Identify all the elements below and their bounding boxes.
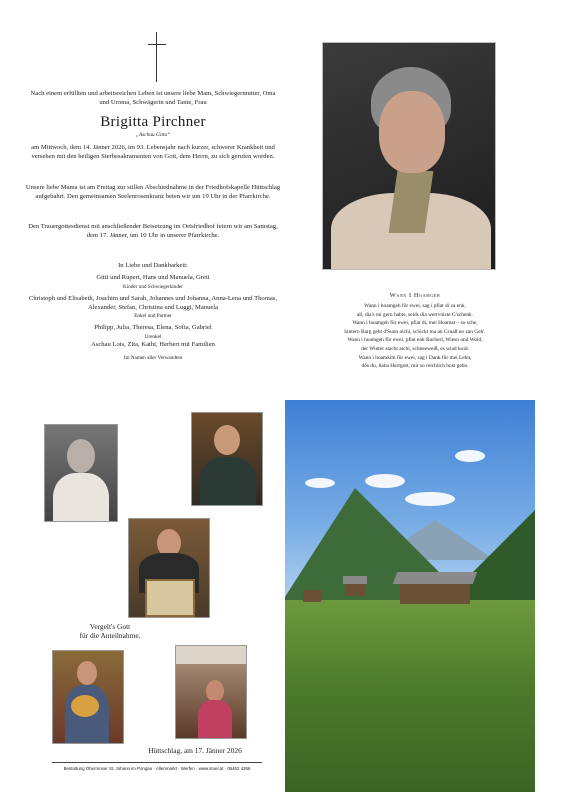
gratitude-line: Vergelt's Gott: [89, 622, 131, 631]
siblings-names: Aschau Lois, Zita, Kathi, Herbert mit Familien: [91, 341, 215, 349]
children-names: Gitti und Rupert, Hans und Manuela, Greti: [96, 274, 210, 282]
great-grandchildren-names: Philipp, Julia, Theresa, Elena, Sofia, Gabriel: [94, 324, 212, 332]
children-label: Kinder und Schwiegerkinder: [123, 283, 183, 290]
intro-text: Nach einem erfüllten und arbeitsreichen Leben ist unsere liebe Mam, Schwiegermutter, Oma und Uroma, Schwägerin und Tante, Frau: [30, 90, 276, 106]
poem-title: Wann I Hoamgeh: [389, 292, 441, 299]
funeral-paragraph: Den Trauergottesdienst mit anschließender Beisetzung im Ortsfriedhof feiern wir am Samstag, dem 17. Jänner, um 10 Uhr in unserer Pfarrkirche.: [28, 223, 278, 239]
undertaker-footer: Bestattung Obermoser St. Johann im Pongau · Altenmarkt · Werfen · www.stoel.at · 06462 4266: [63, 766, 251, 771]
thanks-heading: In Liebe und Dankbarkeit:: [118, 262, 188, 269]
memorial-photo-laughing: [191, 412, 263, 506]
poem-line: all, dia's mi gern habts, seids dia wertvoiste G'schenk.: [356, 311, 474, 318]
grandchildren-label: Enkel und Partner: [134, 313, 172, 320]
poem-line: hintern Barg geht d'Sunn oichi, schickt ma an Gruaß no zan Geh'.: [344, 328, 486, 335]
mourners-list: [24, 262, 282, 362]
gratitude-line: für die Anteilnahme.: [79, 631, 141, 641]
grandchildren-names: Christoph und Elisabeth, Joachim und Sarah, Johannes und Johanna, Anna-Lena und Thomas, Alexander, Stefan, Christina und Luggi, Manuela: [28, 295, 278, 311]
poem-line: der Winter stacht aichi, schneeweiß, es wiad koid.: [361, 345, 469, 352]
relatives-line: Im Namen aller Verwandten: [123, 354, 183, 361]
deceased-nickname: „Aschau Gitta“: [135, 132, 171, 138]
date-line: Hüttschlag, am 17. Jänner 2026: [148, 746, 242, 755]
viewing-paragraph: Unsere liebe Mama ist am Freitag zur stillen Abschiednahme in der Friedhofskapelle Hüttschlag aufgebahrt. Den gemeinsamen Seelenrosenkranz beten wir um 19 Uhr in der Pfarrkirche.: [25, 184, 281, 200]
memorial-photo-flowers: [52, 650, 124, 744]
deceased-name: Brigitta Pirchner: [100, 114, 206, 130]
poem-line: Wann i hoamgeh für ewei, pfiat enk Bacherl, Wiesn und Woid,: [347, 337, 483, 344]
alpine-landscape-photo: [285, 400, 535, 792]
memorial-photo-kitchen: [175, 645, 247, 739]
poem-text: [300, 302, 530, 371]
great-grandchildren-label: Urenkel: [144, 333, 162, 340]
poem-line: Wann i hoamgeh für ewei, pfiat di, mei Hoamat – so sche,: [352, 320, 478, 327]
footer-divider: [52, 762, 262, 763]
death-paragraph: am Mittwoch, dem 14. Jänner 2026, im 93. Lebensjahr nach kurzer, schwerer Krankheit und versehen mit den heiligen Sterbesakramenten von Gott, dem Herrn, zu sich gerufen worden.: [31, 144, 275, 160]
poem-line: Wann i hoamgeh für ewei, sag i pfiat di za enk,: [364, 303, 466, 309]
poem-line: Wann i hoamkim für ewei, sag i Dank für mei Lebn,: [358, 354, 472, 361]
memorial-photo-certificate: [128, 518, 210, 618]
portrait-photo: [322, 42, 496, 270]
gratitude-note: [50, 622, 170, 641]
cross-icon: [148, 32, 166, 82]
memorial-photo-young: [44, 424, 118, 522]
poem-line: dös du, liaba Herrgott, mir so reichlich host gebn.: [361, 363, 469, 370]
